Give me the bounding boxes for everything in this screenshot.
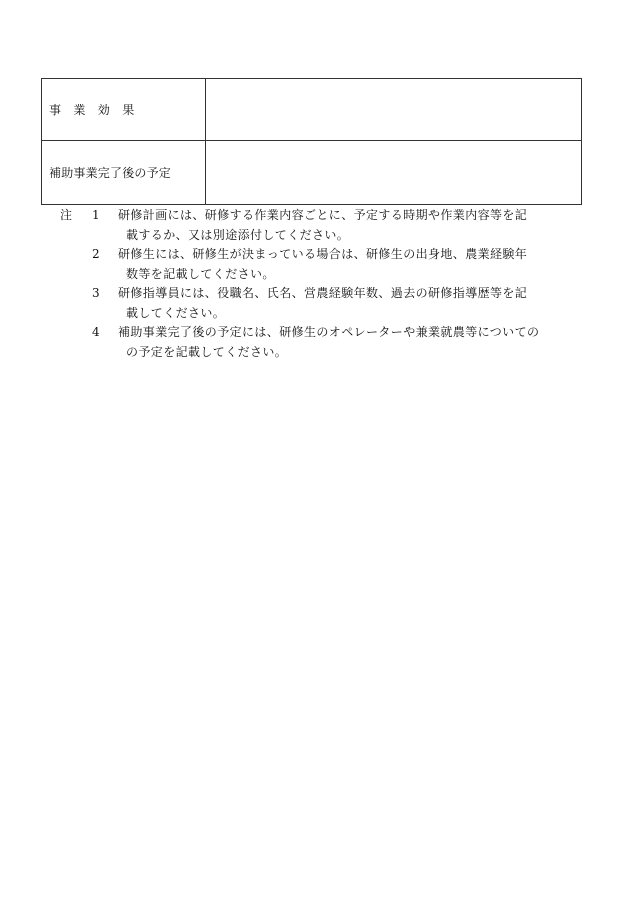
note-line: 載するか、又は別途添付してください。 <box>126 227 350 242</box>
note-item <box>60 284 580 323</box>
table-row <box>42 141 582 205</box>
note-number: 1 <box>92 208 101 222</box>
note-line: 載してください。 <box>126 305 226 320</box>
note-line: 研修計画には、研修する作業内容ごとに、予定する時期や作業内容等を記 <box>118 208 528 222</box>
form-table <box>41 78 582 205</box>
row-label-post-completion-plan: 補助事業完了後の予定 <box>42 141 206 205</box>
table-row <box>42 79 582 141</box>
note-text <box>116 245 580 284</box>
note-line: 研修生には、研修生が決まっている場合は、研修生の出身地、農業経験年 <box>118 247 528 261</box>
row-value-project-effect <box>206 79 582 141</box>
row-label-project-effect: 事 業 効 果 <box>42 79 206 141</box>
note-item <box>60 206 580 245</box>
note-line: の予定を記載してください。 <box>126 344 288 359</box>
note-number: 2 <box>92 247 101 261</box>
notes-section <box>60 206 580 362</box>
note-item <box>60 245 580 284</box>
note-text <box>116 206 580 245</box>
note-item <box>60 323 580 362</box>
note-number: 3 <box>92 286 101 300</box>
note-number: 4 <box>92 325 101 339</box>
note-line: 研修指導員には、役職名、氏名、営農経験年数、過去の研修指導歴等を記 <box>118 286 528 300</box>
note-line: 補助事業完了後の予定には、研修生のオペレーターや兼業就農等についての <box>118 325 540 339</box>
note-text <box>116 323 580 362</box>
notes-heading: 注 <box>60 208 73 222</box>
note-line: 数等を記載してください。 <box>126 266 275 281</box>
row-value-post-completion-plan <box>206 141 582 205</box>
note-text <box>116 284 580 323</box>
